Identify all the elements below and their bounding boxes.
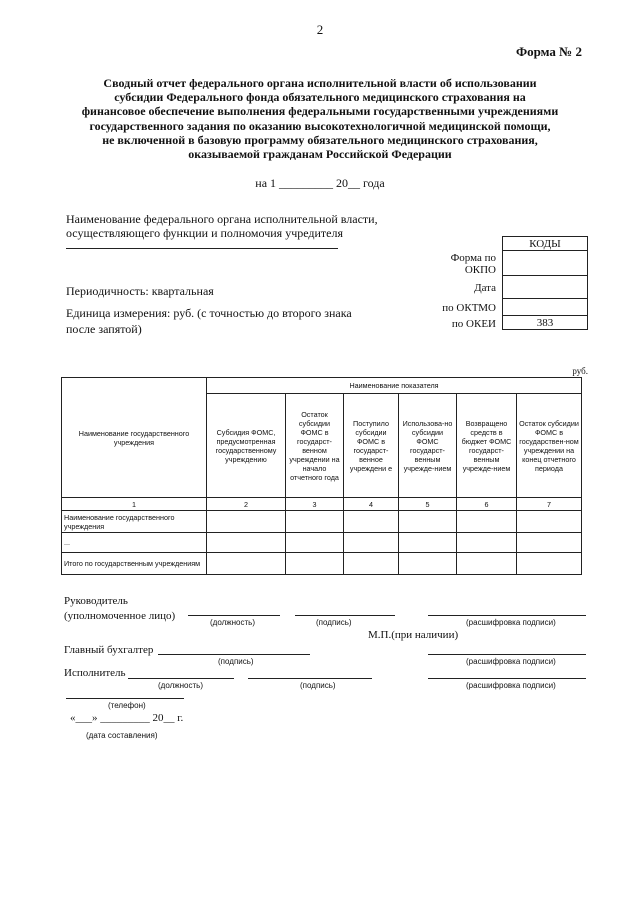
periodicity: Периодичность: квартальная [66, 284, 214, 298]
executor-decoding-field[interactable] [428, 678, 586, 679]
table-cell[interactable] [207, 533, 286, 553]
executor-position-field[interactable] [128, 678, 234, 679]
table-cell[interactable] [344, 553, 399, 575]
col-number: 2 [207, 498, 286, 511]
signature-caption: (подпись) [300, 681, 336, 690]
table-cell[interactable] [517, 511, 582, 533]
title-line: Сводный отчет федерального органа исполнительной власти об использовании [103, 76, 537, 90]
position-caption: (должность) [158, 681, 203, 690]
column-number-row [62, 498, 582, 511]
subsidy-table [61, 377, 582, 575]
compile-date-field[interactable]: «___» _________ 20__ г. [70, 712, 184, 724]
stamp-label: М.П.(при наличии) [368, 629, 459, 641]
codes-table [502, 236, 588, 330]
chief-signature-field[interactable] [158, 654, 310, 655]
col-header: Возвращено средств в бюджет ФОМС государст-венным учрежде-нием [457, 394, 517, 498]
col-number: 1 [62, 498, 207, 511]
col-header: Поступило субсидии ФОМС в государст-венное учреждени е [344, 394, 399, 498]
title-line: не включенной в базовую программу обязательного медицинского страхования, [102, 132, 538, 147]
table-cell[interactable] [457, 533, 517, 553]
report-date-line: на 1 _________ 20__ года [255, 176, 385, 190]
title-line: государственного задания по оказанию высокотехнологичной медицинской помощи, [89, 118, 551, 133]
report-title [60, 76, 580, 161]
head-label [64, 594, 175, 624]
col-number: 4 [344, 498, 399, 511]
table-cell[interactable] [399, 553, 457, 575]
title-line: оказываемой гражданам Российской Федерации [188, 147, 452, 162]
col-header: Остаток субсидии ФОМС в государствен-ном учреждении на конец отчетного периода [517, 394, 582, 498]
oktmo-field[interactable] [503, 299, 588, 316]
row-label: Наименование государственного учреждения [62, 511, 207, 533]
table-cell[interactable] [457, 553, 517, 575]
unit-line: Единица измерения: руб. (с точностью до второго знака [66, 306, 352, 320]
table-cell[interactable] [517, 553, 582, 575]
col-header: Остаток субсидии ФОМС в государст-венном учреждении на начало отчетного года [286, 394, 344, 498]
form-number: Форма № 2 [515, 44, 582, 59]
org-label-line: осуществляющего функции и полномочия учредителя [66, 226, 344, 240]
table-cell[interactable] [207, 553, 286, 575]
okpo-label-line: ОКПО [464, 264, 496, 276]
okei-label: по ОКЕИ [451, 318, 496, 330]
table-cell[interactable] [286, 511, 344, 533]
head-position-field[interactable] [188, 615, 280, 616]
table-cell[interactable] [286, 553, 344, 575]
unit-of-measure [66, 305, 352, 337]
table-cell[interactable] [457, 511, 517, 533]
col-header: Субсидия ФОМС, предусмотренная государственному учреждению [207, 394, 286, 498]
org-name-field[interactable] [66, 248, 338, 249]
col-number: 5 [399, 498, 457, 511]
unit-rub: руб. [572, 366, 588, 376]
col-header: Использова-но субсидии ФОМС государст-венным учрежде-нием [399, 394, 457, 498]
oktmo-label: по ОКТМО [442, 302, 496, 314]
indicator-group-header: Наименование показателя [207, 378, 582, 394]
table-cell[interactable] [344, 511, 399, 533]
okpo-label-line: Форма по [450, 252, 496, 264]
okpo-field[interactable] [503, 251, 588, 276]
head-label-line: Руководитель [64, 595, 128, 607]
table-cell[interactable] [399, 533, 457, 553]
org-label [66, 212, 396, 240]
codes-header: КОДЫ [503, 237, 588, 251]
page-number: 2 [316, 22, 324, 37]
signature-caption: (подпись) [316, 618, 352, 627]
date-label: Дата [474, 282, 496, 294]
phone-caption: (телефон) [108, 701, 146, 710]
phone-field[interactable] [66, 698, 184, 699]
col-number: 6 [457, 498, 517, 511]
title-line: субсидии Федерального фонда обязательного медицинского страхования на [114, 90, 526, 105]
title-line: финансовое обеспечение выполнения федеральными государственными учреждениями [81, 104, 559, 119]
decoding-caption: (расшифровка подписи) [466, 657, 556, 666]
table-cell[interactable] [399, 511, 457, 533]
signature-caption: (подпись) [218, 657, 254, 666]
table-row [62, 533, 582, 553]
row-label: ... [62, 533, 207, 553]
chief-accountant-label: Главный бухгалтер [64, 644, 154, 656]
unit-line: после запятой) [66, 322, 142, 336]
head-label-line: (уполномоченное лицо) [64, 610, 176, 622]
col-number: 3 [286, 498, 344, 511]
okpo-label [376, 252, 496, 276]
table-row-total [62, 553, 582, 575]
head-signature-field[interactable] [295, 615, 395, 616]
table-cell[interactable] [517, 533, 582, 553]
head-decoding-field[interactable] [428, 615, 586, 616]
col-institution-header: Наименование государственного учреждения [62, 378, 207, 498]
row-label: Итого по государственным учреждениям [62, 553, 207, 575]
date-field[interactable] [503, 276, 588, 299]
okei-field[interactable]: 383 [503, 316, 588, 330]
decoding-caption: (расшифровка подписи) [466, 618, 556, 627]
table-cell[interactable] [207, 511, 286, 533]
table-cell[interactable] [286, 533, 344, 553]
table-row [62, 511, 582, 533]
table-cell[interactable] [344, 533, 399, 553]
org-label-line: Наименование федерального органа исполнительной власти, [66, 212, 378, 226]
position-caption: (должность) [210, 618, 255, 627]
col-number: 7 [517, 498, 582, 511]
executor-label: Исполнитель [64, 667, 126, 679]
compile-date-caption: (дата составления) [86, 731, 158, 740]
chief-decoding-field[interactable] [428, 654, 586, 655]
decoding-caption: (расшифровка подписи) [466, 681, 556, 690]
executor-signature-field[interactable] [248, 678, 372, 679]
